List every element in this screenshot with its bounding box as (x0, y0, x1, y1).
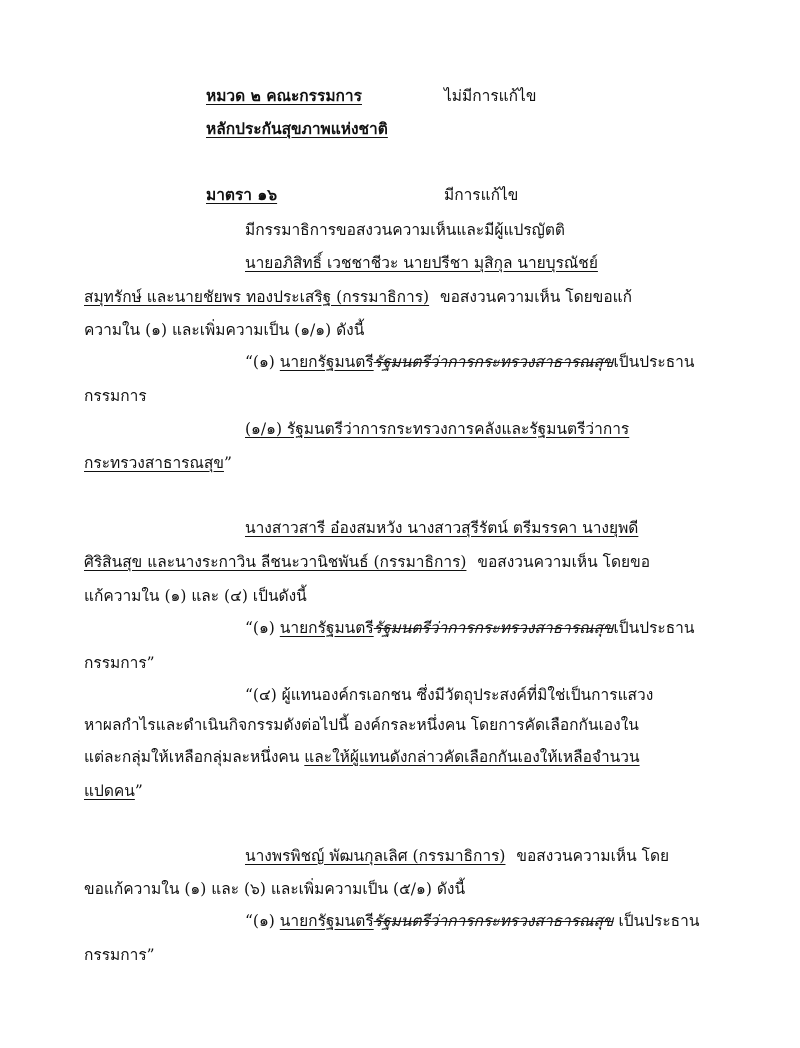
chapter-heading: หมวด ๒ คณะกรรมการ (206, 86, 362, 105)
quote-open: “(๑) (245, 619, 275, 637)
reservation-3-line2: ขอแก้ความใน (๑) และ (๖) และเพิ่มความเป็น (๕/๑) ดังนี้ (84, 880, 466, 898)
quote4-line3-text: แต่ละกลุ่มให้เหลือกลุ่มละหนึ่งคน (84, 748, 300, 766)
reservation-3-line1 (245, 845, 669, 867)
inserted-text: แปดคน (84, 782, 135, 800)
quote-open: “(๑) (245, 912, 275, 930)
quote-close: ” (134, 782, 143, 800)
section-title: มาตรา ๑๖ (206, 185, 278, 204)
reservation-1-quote2-line1: (๑/๑) รัฐมนตรีว่าการกระทรวงการคลังและรัฐมนตรีว่าการ (245, 420, 630, 438)
reservation-2-line2 (84, 551, 650, 573)
reservation-3-quote1 (245, 910, 699, 932)
reservation-1-line2 (84, 286, 632, 308)
section-status: มีการแก้ไข (444, 186, 519, 204)
reservation-2-names-line2: ศิริสินสุข และนางระกาวิน ลีชนะวานิชพันธ์ (กรรมาธิการ) (84, 553, 467, 571)
reservation-1-quote2-line2 (84, 452, 232, 474)
inserted-text: กระทรวงสาธารณสุข (84, 454, 224, 472)
reservation-3-line1-rest: ขอสงวนความเห็น โดย (516, 847, 670, 865)
reservation-2-quote4-line1: “(๔) ผู้แทนองค์กรเอกชน ซึ่งมีวัตถุประสงค์ที่มิใช่เป็นการแสวง (245, 686, 654, 704)
reservation-2-quote1 (245, 617, 694, 639)
subtitle-heading: หลักประกันสุขภาพแห่งชาติ (206, 119, 388, 138)
quote-close: ” (223, 454, 232, 472)
chapter-status: ไม่มีการแก้ไข (444, 87, 537, 105)
reservation-2-quote4-line4 (84, 780, 143, 802)
reservation-2-quote4-line3 (84, 746, 640, 768)
reservation-2-quote4-line2: หาผลกำไรและดำเนินกิจกรรมดังต่อไปนี้ องค์กรละหนึ่งคน โดยการคัดเลือกกันเองใน (84, 716, 639, 734)
reservation-1-line2-rest: ขอสงวนความเห็น โดยขอแก้ (440, 288, 633, 306)
inserted-text: นายกรัฐมนตรี (279, 912, 374, 930)
quote-tail: เป็นประธาน (613, 353, 695, 371)
reservation-1-line3: ความใน (๑) และเพิ่มความเป็น (๑/๑) ดังนี้ (84, 321, 365, 339)
reservation-2-quote1-line2: กรรมการ” (84, 654, 155, 672)
inserted-text: และให้ผู้แทนดังกล่าวคัดเลือกกันเองให้เหลือจำนวน (304, 748, 640, 766)
reservation-1-quote1 (245, 351, 694, 373)
reservation-3-quote1-line2: กรรมการ” (84, 946, 155, 964)
reservation-3-names: นางพรพิชญ์ พัฒนกุลเลิศ (กรรมาธิการ) (245, 847, 506, 865)
reservation-2-line2-rest: ขอสงวนความเห็น โดยขอ (477, 553, 651, 571)
section-intro: มีกรรมาธิการขอสงวนความเห็นและมีผู้แปรญัตติ (245, 221, 565, 239)
reservation-2-names-line1: นางสาวสารี อ๋องสมหวัง นางสาวสุรีรัตน์ ตรีมรรคา นางยุพดี (245, 519, 639, 537)
reservation-1-names-line1: นายอภิสิทธิ์ เวชชาชีวะ นายปรีชา มุสิกุล นายบุรณัชย์ (245, 254, 598, 272)
quote-tail: เป็นประธาน (618, 912, 700, 930)
struck-text: รัฐมนตรีว่าการกระทรวงสาธารณสุข (373, 912, 614, 930)
struck-text: รัฐมนตรีว่าการกระทรวงสาธารณสุข (373, 619, 614, 637)
reservation-1-quote1-line2: กรรมการ (84, 387, 147, 405)
struck-text: รัฐมนตรีว่าการกระทรวงสาธารณสุข (373, 353, 614, 371)
reservation-1-names-line2: สมุทรักษ์ และนายชัยพร ทองประเสริฐ (กรรมาธิการ) (84, 288, 430, 306)
quote-open: “(๑) (245, 353, 275, 371)
quote-tail: เป็นประธาน (613, 619, 695, 637)
inserted-text: นายกรัฐมนตรี (279, 619, 374, 637)
inserted-text: นายกรัฐมนตรี (279, 353, 374, 371)
reservation-2-line3: แก้ความใน (๑) และ (๔) เป็นดังนี้ (84, 587, 307, 605)
